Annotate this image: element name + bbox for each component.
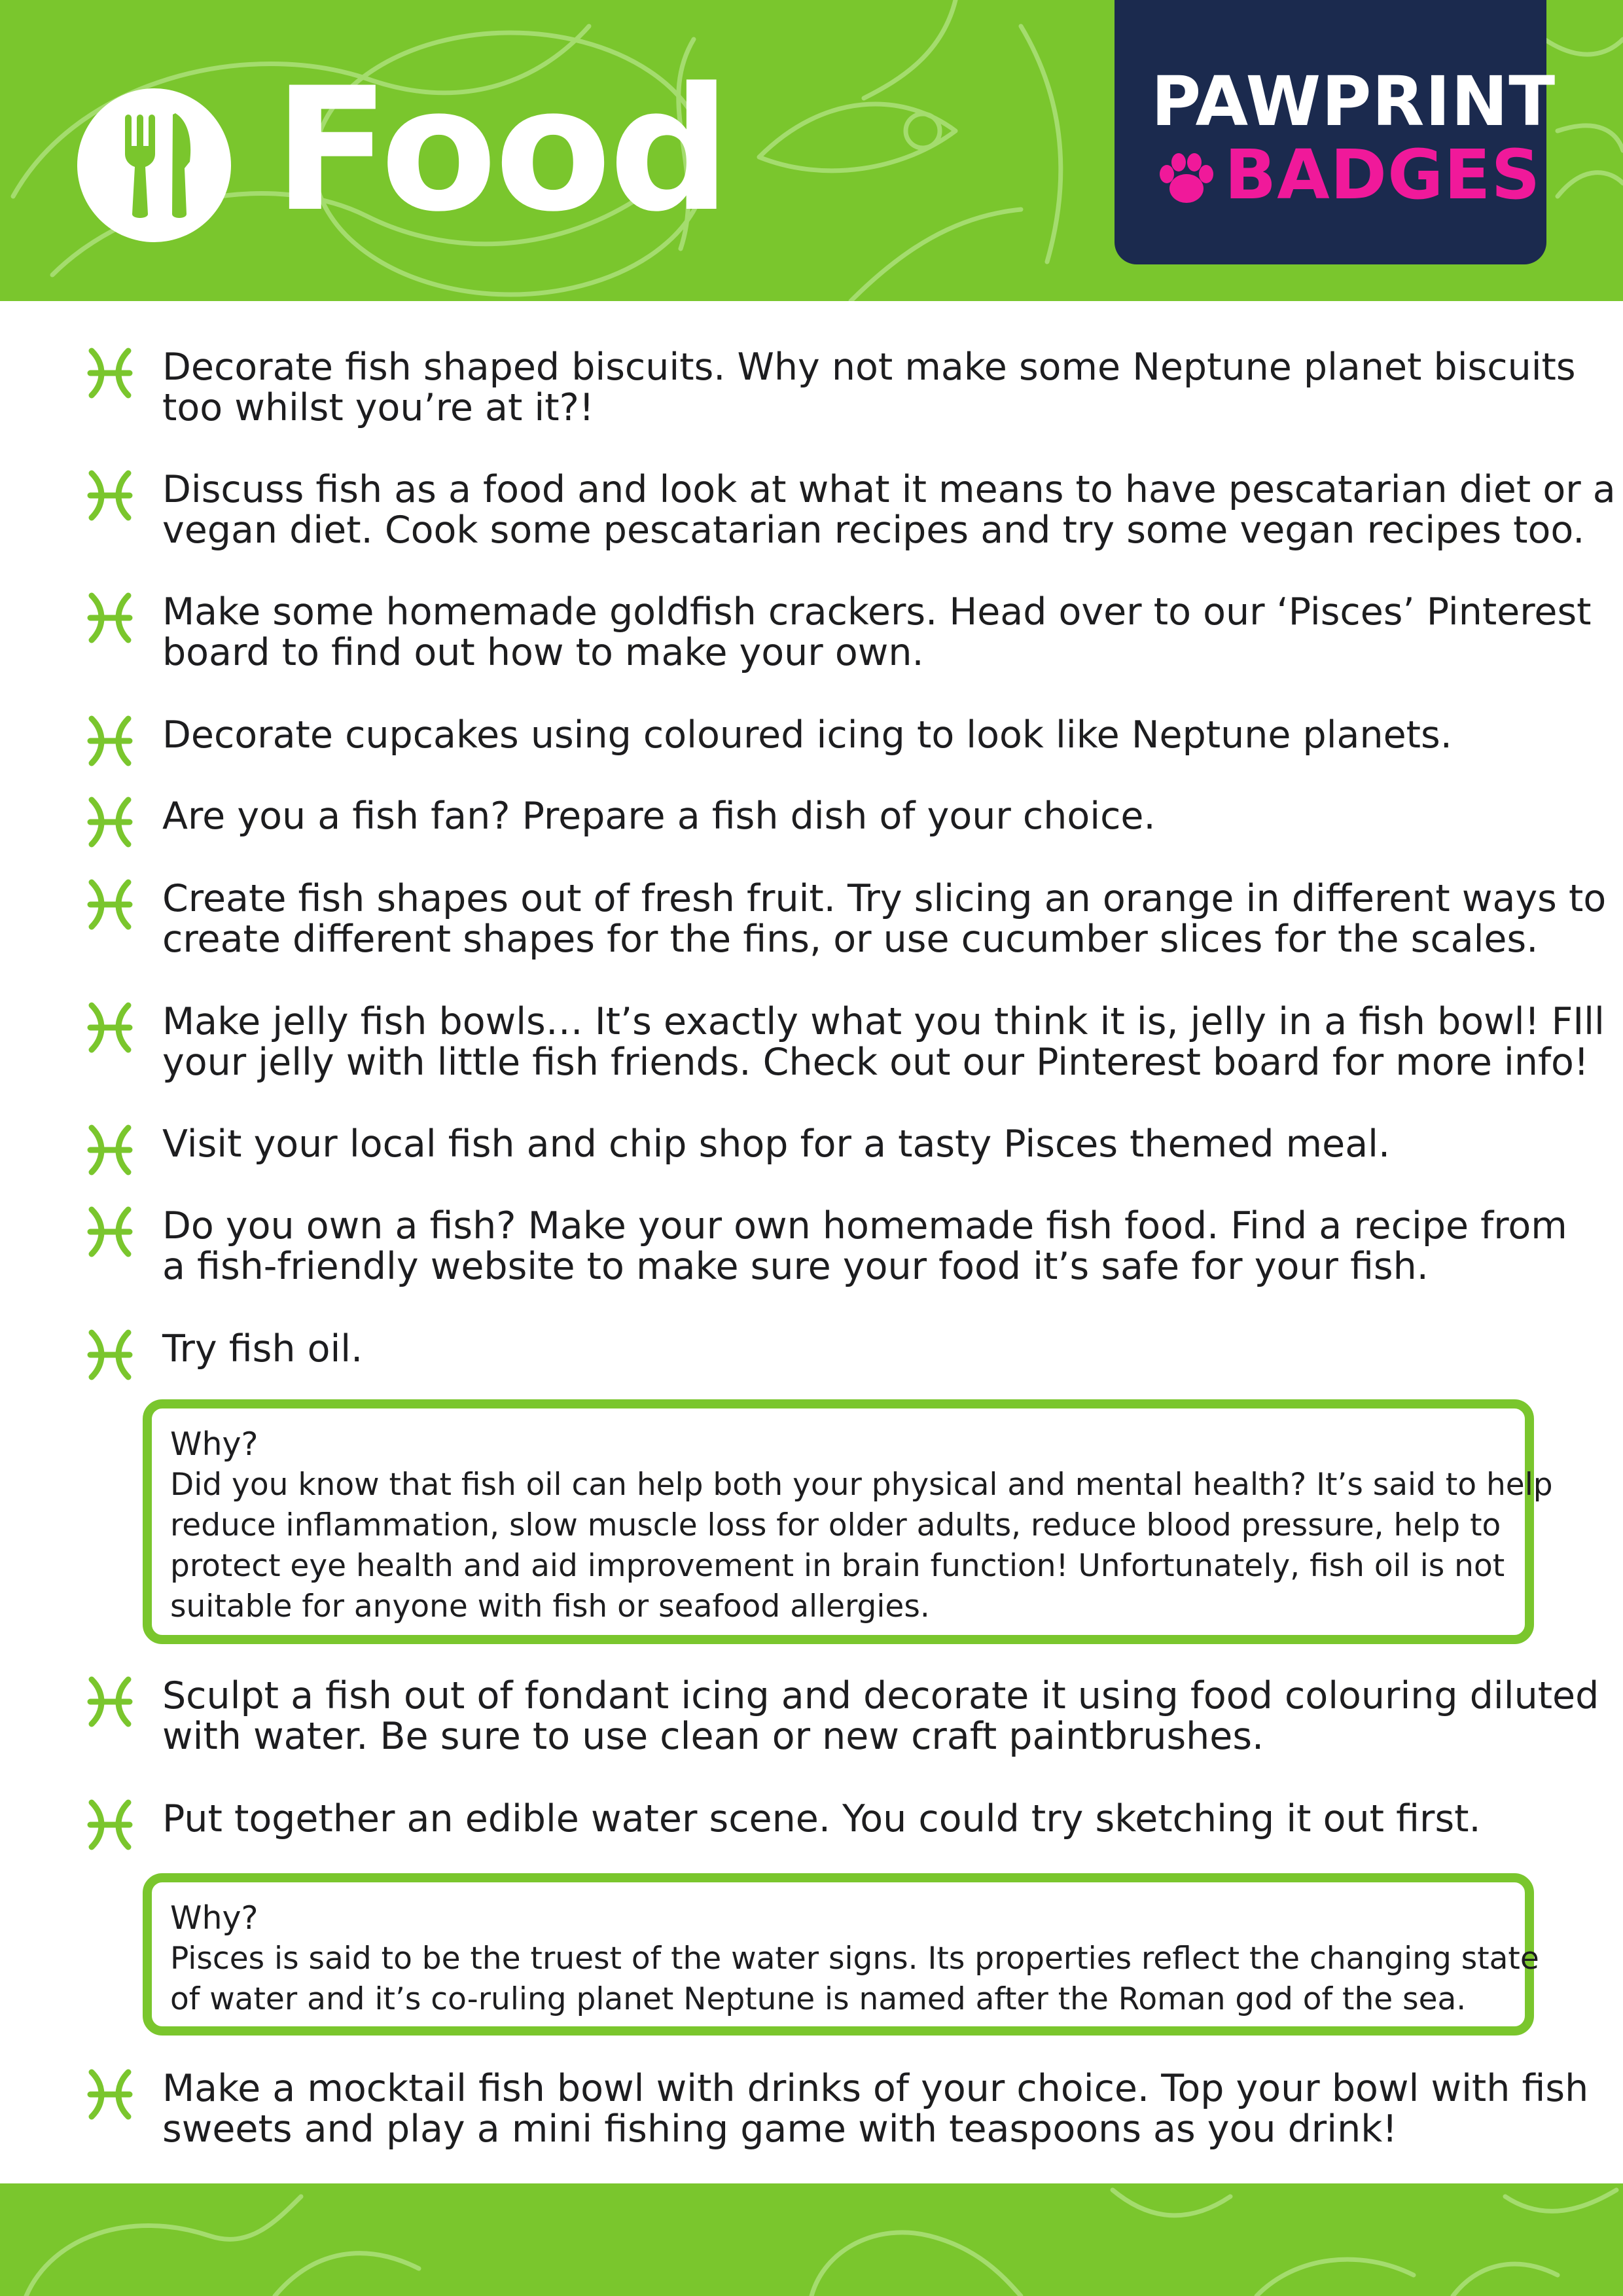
pisces-bullet-icon	[85, 715, 135, 767]
pisces-bullet-icon	[85, 1206, 135, 1258]
list-item	[162, 1124, 1556, 1164]
logo-text-badges: BADGES	[1224, 135, 1541, 215]
list-item	[162, 1000, 1605, 1084]
item-text: Do you own a fish? Make your own homemade fish food. Find a recipe from	[162, 1204, 1567, 1247]
item-text: Sculpt a fish out of fondant icing and decorate it using food colouring diluted	[162, 1674, 1599, 1717]
list-item	[162, 468, 1616, 552]
why-box	[143, 1873, 1539, 2036]
list-item	[162, 346, 1576, 429]
item-text: Try fish oil.	[162, 1327, 363, 1371]
list-item	[162, 1799, 1556, 1839]
list-item	[162, 715, 1556, 755]
why-box-text: suitable for anyone with fish or seafood allergies.	[170, 1588, 930, 1624]
why-box-title: Why?	[170, 1899, 259, 1937]
pisces-bullet-icon	[85, 1676, 135, 1728]
pisces-bullet-icon	[85, 796, 135, 848]
footer-banner	[0, 2183, 1623, 2296]
pisces-bullet-icon	[85, 1001, 135, 1054]
item-text: board to find out how to make your own.	[162, 631, 924, 674]
item-text: Discuss fish as a food and look at what it means to have pescatarian diet or a	[162, 468, 1616, 511]
pisces-bullet-icon	[85, 592, 135, 644]
list-item	[162, 2067, 1589, 2151]
item-text: Make jelly fish bowls… It’s exactly what you think it is, jelly in a fish bowl! FIll	[162, 1000, 1605, 1043]
item-text: your jelly with little fish friends. Check out our Pinterest board for more info!	[162, 1041, 1589, 1084]
list-item	[162, 590, 1592, 674]
list-item	[162, 1329, 1556, 1369]
item-text: Make a mocktail fish bowl with drinks of your choice. Top your bowl with fish	[162, 2067, 1589, 2110]
item-text: sweets and play a mini fishing game with teaspoons as you drink!	[162, 2108, 1398, 2151]
item-text: Make some homemade goldfish crackers. Head over to our ‘Pisces’ Pinterest	[162, 590, 1592, 634]
item-text: vegan diet. Cook some pescatarian recipes and try some vegan recipes too.	[162, 509, 1585, 552]
item-text: Decorate cupcakes using coloured icing to look like Neptune planets.	[162, 713, 1452, 757]
pisces-bullet-icon	[85, 347, 135, 399]
list-item	[162, 877, 1607, 961]
why-box-text: protect eye health and aid improvement in brain function! Unfortunately, fish oil is not	[170, 1548, 1505, 1584]
item-text: create different shapes for the fins, or use cucumber slices for the scales.	[162, 918, 1539, 961]
pisces-bullet-icon	[85, 878, 135, 931]
item-text: with water. Be sure to use clean or new craft paintbrushes.	[162, 1715, 1264, 1758]
why-box-text: Did you know that fish oil can help both your physical and mental health? It’s said to help	[170, 1467, 1553, 1503]
why-box-title: Why?	[170, 1426, 259, 1463]
pisces-bullet-icon	[85, 1124, 135, 1176]
why-box-text: Pisces is said to be the truest of the water signs. Its properties reflect the changing state	[170, 1941, 1539, 1977]
why-box-text: of water and it’s co-ruling planet Neptune is named after the Roman god of the sea.	[170, 1981, 1467, 2017]
why-box	[143, 1399, 1553, 1644]
item-text: Decorate fish shaped biscuits. Why not make some Neptune planet biscuits	[162, 346, 1576, 389]
item-text: a fish-friendly website to make sure your food it’s safe for your fish.	[162, 1245, 1429, 1288]
pisces-bullet-icon	[85, 1329, 135, 1381]
item-text: Put together an edible water scene. You could try sketching it out first.	[162, 1797, 1481, 1840]
pisces-bullet-icon	[85, 469, 135, 522]
pisces-bullet-icon	[85, 1799, 135, 1851]
why-box-text: reduce inflammation, slow muscle loss for older adults, reduce blood pressure, help to	[170, 1507, 1501, 1543]
list-item	[162, 1204, 1567, 1288]
item-text: Are you a fish fan? Prepare a fish dish of your choice.	[162, 795, 1156, 838]
item-text: too whilst you’re at it?!	[162, 386, 594, 429]
page-title: Food	[274, 52, 728, 249]
pisces-bullet-icon	[85, 2068, 135, 2121]
fish-line-art-decoration	[0, 2183, 1623, 2296]
list-item	[162, 1674, 1599, 1758]
paw-icon	[1154, 145, 1219, 211]
logo-text-pawprint: PAWPRINT	[1151, 62, 1556, 141]
item-text: Create fish shapes out of fresh fruit. Try slicing an orange in different ways to	[162, 877, 1607, 920]
pawprint-badges-logo	[1115, 0, 1556, 264]
header-banner	[0, 0, 1623, 301]
item-text: Visit your local fish and chip shop for a tasty Pisces themed meal.	[162, 1122, 1391, 1166]
list-item	[162, 796, 1556, 836]
fork-knife-icon	[77, 88, 231, 242]
